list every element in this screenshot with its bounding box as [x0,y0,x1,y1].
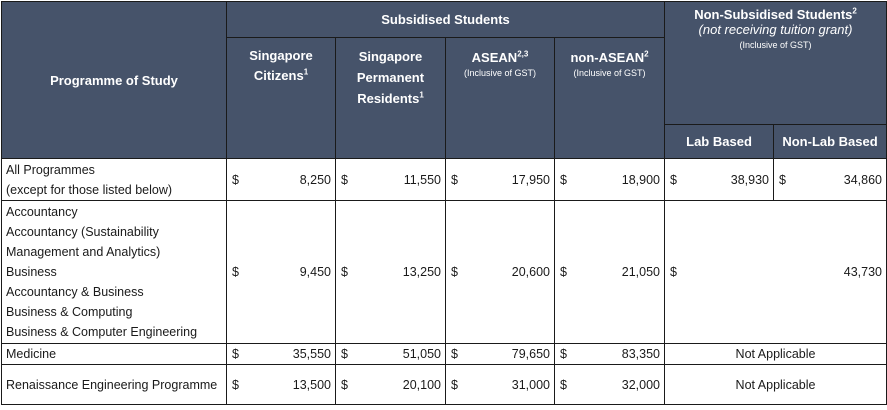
fee-cell: $ 8,250 [227,159,336,201]
fees-table [1,1,887,405]
fee-cell: $ 9,450 [227,201,336,344]
non-subsidised-note: (not receiving tuition grant) [698,22,853,37]
fee-cell: $ 21,050 [555,201,665,344]
fee-cell: $ 20,100 [336,365,446,405]
non-subsidised-header: Non-Subsidised Students$^2$ (not receiving tuition grant) (Inclusive of GST) [665,2,887,125]
col-lab-based: Lab Based [665,125,774,159]
table-row [2,159,887,201]
programme-cell: Renaissance Engineering Programme [2,365,227,405]
fee-cell: $ 32,000 [555,365,665,405]
programme-header: Programme of Study [2,2,227,159]
fee-cell: $ 43,730 [665,201,887,344]
fee-cell: $ 11,550 [336,159,446,201]
fee-cell: $ 20,600 [446,201,555,344]
fee-cell: $ 34,860 [774,159,887,201]
fee-cell: $ 18,900 [555,159,665,201]
fee-cell: $ 13,250 [336,201,446,344]
col-singapore-citizens: Singapore Citizens$^1$ [227,38,336,159]
not-applicable-cell: Not Applicable [665,344,887,365]
fee-cell: $ 35,550 [227,344,336,365]
col-asean: ASEAN$^{2,3}$ (Inclusive of GST) [446,38,555,159]
col-non-lab-based: Non-Lab Based [774,125,887,159]
fee-cell: $ 13,500 [227,365,336,405]
fee-cell: $ 51,050 [336,344,446,365]
subsidised-header: Subsidised Students [227,2,665,38]
fee-cell: $ 83,350 [555,344,665,365]
table-row [2,201,887,344]
not-applicable-cell: Not Applicable [665,365,887,405]
col-singapore-pr: Singapore Permanent Residents$^1$ [336,38,446,159]
fee-cell: $ 79,650 [446,344,555,365]
fee-cell: $ 31,000 [446,365,555,405]
programme-cell: Accountancy Accountancy (Sustainability Management and Analytics) Business Accountancy & Business Business & Computing Business & Computer Engineering [2,201,227,344]
fee-cell: $ 38,930 [665,159,774,201]
table-row [2,365,887,405]
programme-cell: All Programmes (except for those listed below) [2,159,227,201]
col-non-asean: non-ASEAN$^2$ (Inclusive of GST) [555,38,665,159]
table-row [2,344,887,365]
fee-cell: $ 17,950 [446,159,555,201]
programme-cell: Medicine [2,344,227,365]
non-subsidised-gst: (Inclusive of GST) [739,40,812,50]
